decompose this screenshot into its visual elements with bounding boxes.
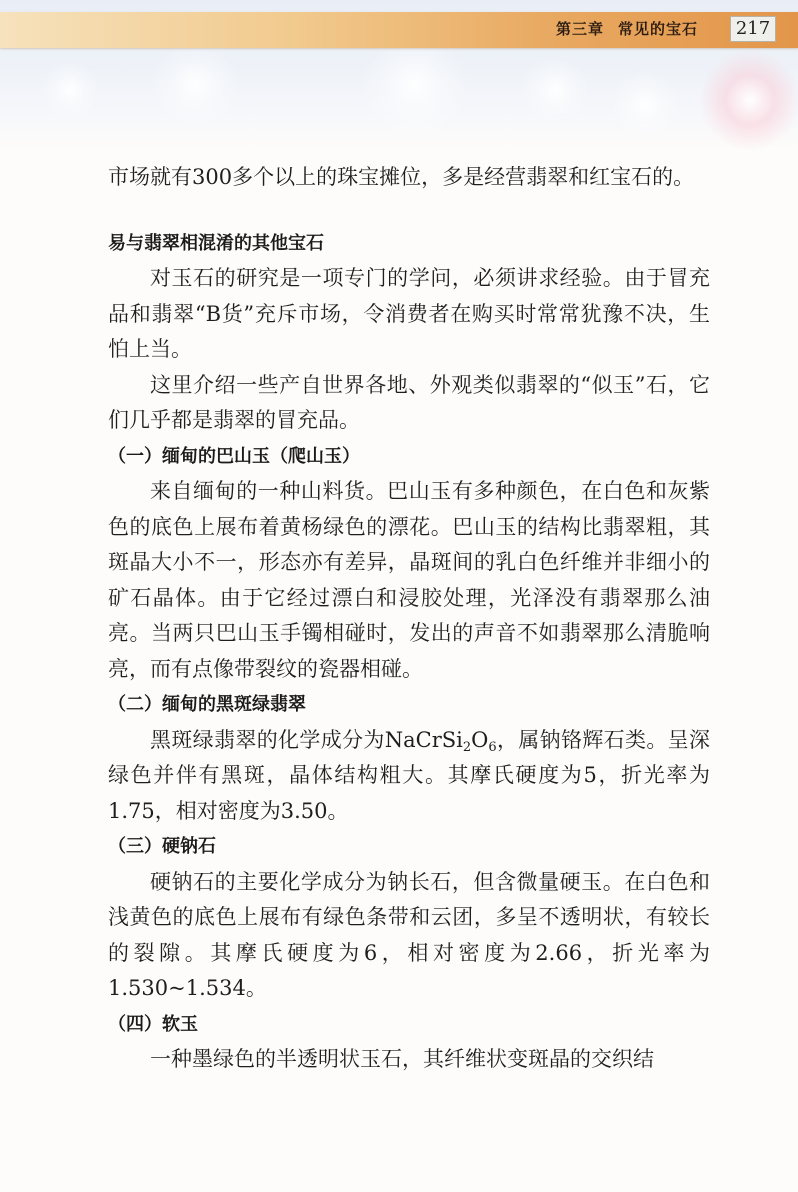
chemical-formula: $NaCrSi_2O_6$ — [384, 727, 497, 755]
paragraph: 对玉石的研究是一项专门的学问，必须讲求经验。由于冒充品和翡翠“B货”充斥市场，令消费者在购买时常常犹豫不决，生怕上当。 — [108, 266, 710, 361]
paragraph-albite-jade: 硬钠石的主要化学成分为钠长石，但含微量硬玉。在白色和浅黄色的底色上展布有绿色条带和云团，多呈不透明状，有较长的裂隙。其摩氏硬度为6，相对密度为2.66，折光率为1.530~1.534。 — [108, 869, 710, 1000]
subsection-heading-basan-jade: （一）缅甸的巴山玉（爬山玉） — [108, 445, 360, 467]
subsection-heading-nephrite: （四）软玉 — [108, 1013, 198, 1035]
subsection-heading-black-spot-jadeite: （二）缅甸的黑斑绿翡翠 — [108, 694, 306, 715]
paragraph-basan-jade: 来自缅甸的一种山料货。巴山玉有多种颜色，在白色和灰紫色的底色上展布着黄杨绿色的漂花。巴山玉的结构比翡翠粗，其斑晶大小不一，形态亦有差异，晶斑间的乳白色纤维并非细小的矿石晶体。由于它经过漂白和浸胶处理，光泽没有翡翠那么油亮。当两只巴山玉手镯相碰时，发出的声音不如翡翠那么清脆响亮，而有点像带裂纹的瓷器相碰。 — [108, 479, 710, 681]
running-head — [556, 18, 698, 39]
chapter-label: 第三章 — [555, 20, 604, 38]
page-number: 217 — [730, 16, 776, 42]
snowflake-decoration — [700, 50, 798, 150]
snowflake-decoration — [520, 55, 590, 125]
paragraph-nephrite: 一种墨绿色的半透明状玉石，其纤维状变斑晶的交织结 — [150, 1047, 654, 1071]
intro-paragraph: 市场就有300多个以上的珠宝摊位，多是经营翡翠和红宝石的。 — [108, 165, 695, 189]
paragraph: 这里介绍一些产自世界各地、外观类似翡翠的“似玉”石，它们几乎都是翡翠的冒充品。 — [108, 372, 710, 432]
snowflake-decoration — [610, 70, 680, 140]
snowflake-decoration — [150, 40, 240, 130]
page-body — [108, 160, 710, 1078]
paragraph-black-spot-jadeite: 黑斑绿翡翠的化学成分为$NaCrSi_2O_6$，属钠铬辉石类。呈深绿色并伴有黑斑，晶体结构粗大。其摩氏硬度为5，折光率为1.75，相对密度为3.50。 — [108, 727, 711, 823]
section-heading: 易与翡翠相混淆的其他宝石 — [108, 232, 324, 254]
snowflake-decoration — [40, 60, 100, 120]
subsection-heading-albite-jade: （三）硬钠石 — [108, 836, 216, 857]
section-label: 常见的宝石 — [617, 20, 698, 38]
